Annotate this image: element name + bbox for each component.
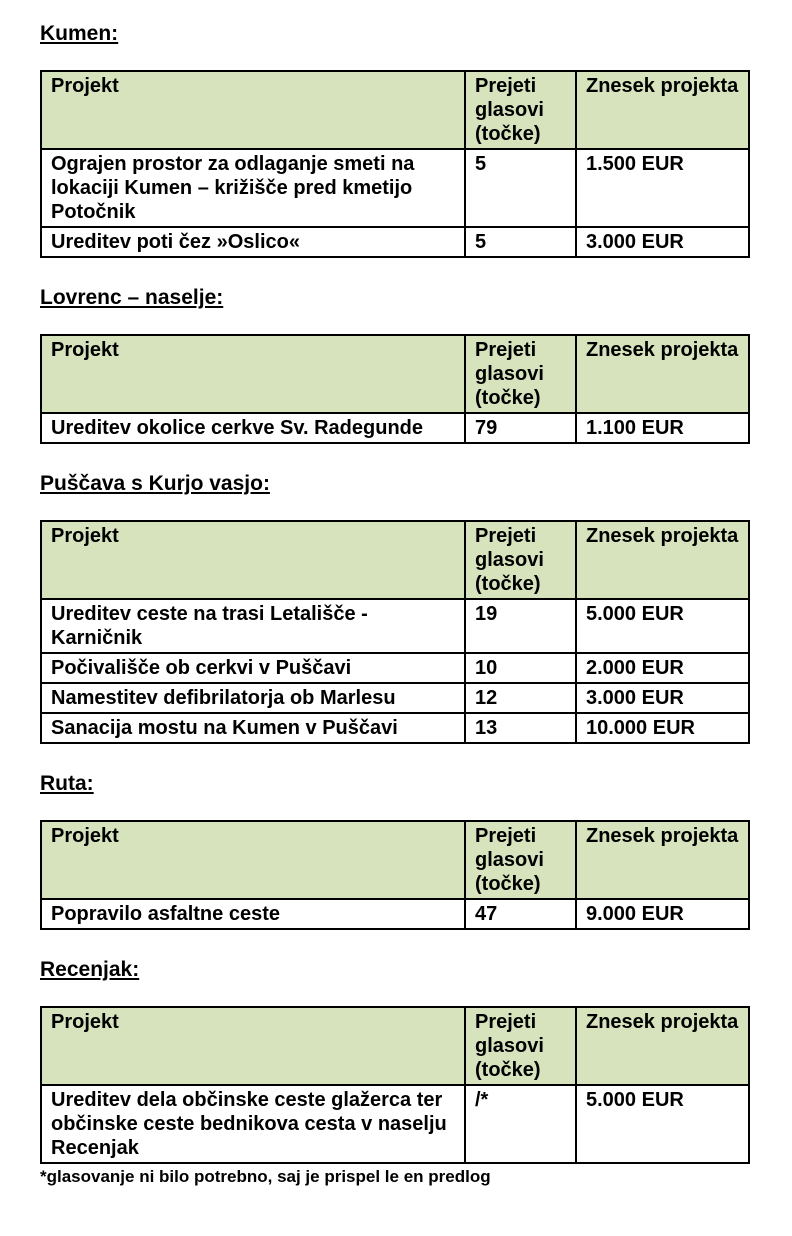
column-header-project: Projekt — [41, 335, 465, 413]
amount-cell: 2.000 EUR — [576, 653, 749, 683]
column-header-votes: Prejeti glasovi (točke) — [465, 821, 576, 899]
project-cell: Sanacija mostu na Kumen v Puščavi — [41, 713, 465, 743]
table-header-row — [41, 1007, 749, 1085]
table-header-row — [41, 821, 749, 899]
column-header-amount: Znesek projekta — [576, 821, 749, 899]
column-header-amount: Znesek projekta — [576, 521, 749, 599]
votes-cell: 5 — [465, 149, 576, 227]
section-title: Kumen: — [40, 22, 119, 45]
section-kumen — [40, 22, 748, 258]
table-row — [41, 413, 749, 443]
amount-cell: 3.000 EUR — [576, 683, 749, 713]
column-header-amount: Znesek projekta — [576, 335, 749, 413]
section-title: Lovrenc – naselje: — [40, 286, 224, 309]
projects-table — [40, 820, 750, 930]
project-cell: Ograjen prostor za odlaganje smeti na lokaciji Kumen – križišče pred kmetijo Potočnik — [41, 149, 465, 227]
section-title: Recenjak: — [40, 958, 140, 981]
column-header-amount: Znesek projekta — [576, 71, 749, 149]
column-header-votes: Prejeti glasovi (točke) — [465, 1007, 576, 1085]
column-header-project: Projekt — [41, 821, 465, 899]
section-puscava-s-kurjo-vasjo — [40, 472, 748, 744]
project-cell: Popravilo asfaltne ceste — [41, 899, 465, 929]
column-header-votes: Prejeti glasovi (točke) — [465, 335, 576, 413]
votes-cell: 12 — [465, 683, 576, 713]
amount-cell: 5.000 EUR — [576, 1085, 749, 1163]
column-header-votes: Prejeti glasovi (točke) — [465, 71, 576, 149]
amount-cell: 3.000 EUR — [576, 227, 749, 257]
project-cell: Ureditev dela občinske ceste glažerca ter občinske ceste bednikova cesta v naselju Recenjak — [41, 1085, 465, 1163]
votes-cell: 10 — [465, 653, 576, 683]
table-header-row — [41, 335, 749, 413]
votes-cell: 13 — [465, 713, 576, 743]
amount-cell: 1.500 EUR — [576, 149, 749, 227]
column-header-project: Projekt — [41, 71, 465, 149]
table-row — [41, 899, 749, 929]
projects-table — [40, 520, 750, 744]
projects-table — [40, 70, 750, 258]
section-title: Puščava s Kurjo vasjo: — [40, 472, 270, 495]
votes-cell: /* — [465, 1085, 576, 1163]
table-row — [41, 1085, 749, 1163]
table-row — [41, 713, 749, 743]
votes-cell: 5 — [465, 227, 576, 257]
project-cell: Namestitev defibrilatorja ob Marlesu — [41, 683, 465, 713]
section-ruta — [40, 772, 748, 930]
column-header-project: Projekt — [41, 1007, 465, 1085]
table-row — [41, 149, 749, 227]
column-header-votes: Prejeti glasovi (točke) — [465, 521, 576, 599]
amount-cell: 1.100 EUR — [576, 413, 749, 443]
table-header-row — [41, 521, 749, 599]
table-row — [41, 599, 749, 653]
amount-cell: 9.000 EUR — [576, 899, 749, 929]
project-cell: Ureditev okolice cerkve Sv. Radegunde — [41, 413, 465, 443]
votes-cell: 19 — [465, 599, 576, 653]
table-row — [41, 227, 749, 257]
amount-cell: 5.000 EUR — [576, 599, 749, 653]
table-row — [41, 683, 749, 713]
footnote: *glasovanje ni bilo potrebno, saj je prispel le en predlog — [40, 1167, 491, 1186]
project-cell: Počivališče ob cerkvi v Puščavi — [41, 653, 465, 683]
project-cell: Ureditev poti čez »Oslico« — [41, 227, 465, 257]
table-header-row — [41, 71, 749, 149]
projects-table — [40, 1006, 750, 1164]
column-header-project: Projekt — [41, 521, 465, 599]
amount-cell: 10.000 EUR — [576, 713, 749, 743]
projects-table — [40, 334, 750, 444]
table-row — [41, 653, 749, 683]
section-title: Ruta: — [40, 772, 94, 795]
votes-cell: 47 — [465, 899, 576, 929]
project-cell: Ureditev ceste na trasi Letališče - Karničnik — [41, 599, 465, 653]
section-lovrenc-naselje — [40, 286, 748, 444]
section-recenjak — [40, 958, 748, 1164]
column-header-amount: Znesek projekta — [576, 1007, 749, 1085]
votes-cell: 79 — [465, 413, 576, 443]
